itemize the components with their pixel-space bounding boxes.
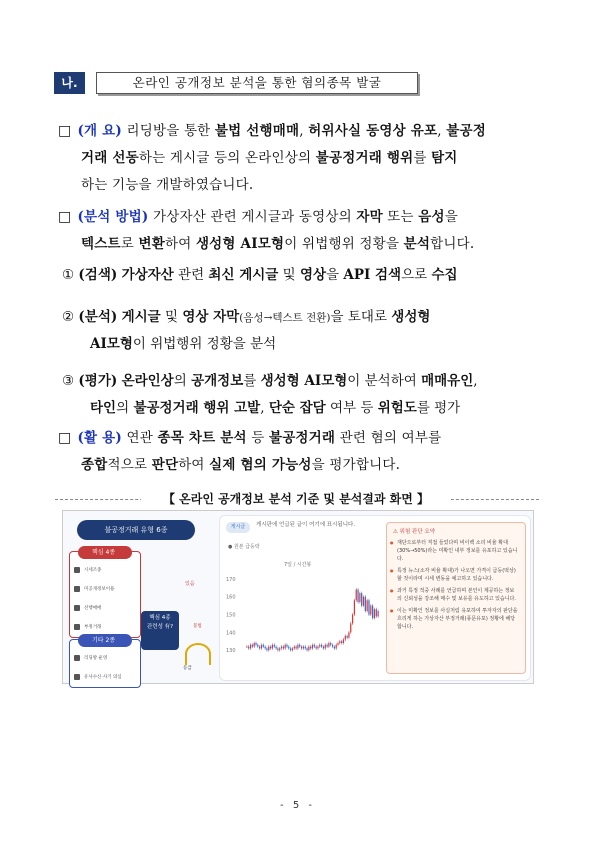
section-title: 온라인 공개정보 분석을 통한 혐의종목 발굴 — [96, 72, 418, 94]
candle-bar — [255, 643, 256, 645]
figure-caption — [55, 490, 539, 508]
text-bold: 생성형 — [391, 309, 431, 325]
candle-bar — [297, 645, 298, 649]
candle-bar — [343, 639, 344, 643]
candle-bar — [317, 647, 318, 649]
risk-item: ● 이는 미확인 정보를 사실처럼 유포하여 투자자의 판단을 흐리게 하는 가상자산 부정거래(풍문유포) 정황에 해당합니다. — [387, 607, 525, 635]
risk-item: ● 재단으로부터 직접 들었다며 비이백 소리 비율 확대(30%→50%)라는 미확인 내부 정보를 유포하고 있습니다. — [387, 539, 525, 567]
candle-bar — [250, 645, 251, 649]
text: 을 토대로 — [330, 309, 392, 325]
figure-screenshot — [62, 510, 534, 684]
text-bold: 허위사실 동영상 유포 — [308, 123, 438, 139]
candle-bar — [350, 623, 351, 632]
candle-bar — [265, 647, 266, 649]
text: 리딩방을 통한 — [122, 123, 215, 139]
candle-bar — [261, 645, 262, 649]
section-header — [54, 72, 418, 94]
candle-bar — [312, 645, 313, 649]
list-item: 시세조종 — [70, 561, 140, 580]
candle-bar — [295, 647, 296, 649]
candle-bar — [274, 645, 275, 647]
candle-bar — [294, 647, 295, 649]
tag-usage: (활 용) — [77, 430, 122, 446]
text: , — [437, 123, 447, 139]
candle-bar — [334, 647, 335, 649]
text-bold: 불공정 — [446, 123, 486, 139]
text-bold: 불공정거래 — [268, 430, 336, 446]
candle-bar — [377, 611, 378, 616]
text-bold: 불공정거래 행위 고발 — [133, 400, 261, 416]
bullet-square: □ — [58, 123, 72, 139]
candle-bar — [332, 645, 333, 647]
gauge-label: 등급 — [183, 666, 192, 671]
candle-bar — [363, 597, 364, 606]
candle-bar — [248, 647, 249, 649]
core-category-box — [69, 551, 141, 638]
text-bold: 매매유인 — [421, 373, 474, 389]
text: 여부 등 — [325, 400, 378, 416]
candle-bar — [301, 647, 302, 649]
candle-bar — [268, 647, 269, 651]
text: 로 — [120, 236, 139, 252]
text: 이 위법행위 정황을 — [284, 236, 404, 252]
candle-bar — [368, 600, 369, 614]
text: 가상자산 관련 게시글과 동영상의 — [148, 209, 357, 225]
caption-text: 【 온라인 공개정보 분석 기준 및 분석결과 화면 】 — [141, 490, 451, 508]
text: 및 — [160, 309, 183, 325]
text: , — [299, 123, 309, 139]
candle-bar — [254, 643, 255, 647]
text: 의 — [173, 373, 192, 389]
paragraph-usage — [58, 425, 441, 479]
text: 을 평가합니다. — [311, 457, 401, 473]
text: 를 평가 — [416, 400, 461, 416]
text: 를 — [413, 150, 432, 166]
list-item: 유사수신·사기 의심 — [70, 668, 140, 687]
candle-bar — [257, 645, 258, 647]
text: 합니다. — [430, 236, 475, 252]
other-category-box — [69, 639, 141, 688]
list-item: 선행매매 — [70, 599, 140, 618]
price-chart — [224, 556, 384, 676]
text: 를 — [243, 373, 261, 389]
section-badge: 나. — [54, 72, 85, 94]
candle-bar — [259, 647, 260, 649]
other-category-head: 기타 2종 — [78, 634, 132, 647]
text: 등 — [246, 430, 269, 446]
candle-bar — [299, 645, 300, 647]
circled-number: ③ — [62, 373, 75, 389]
candle-bar — [285, 645, 286, 649]
list-item: 부정거래 — [70, 618, 140, 637]
yes-label: 있음 — [185, 581, 195, 587]
text-bold: AI모형 — [90, 336, 133, 352]
risk-title: ⚠ 위험 판단 요약 — [393, 529, 436, 535]
sub-item-analysis — [62, 304, 430, 358]
candle-bar — [367, 600, 368, 611]
page-number: - 5 - — [280, 800, 315, 811]
candle-bar — [310, 647, 311, 649]
gauge-icon — [185, 643, 211, 665]
text: 또는 — [382, 209, 419, 225]
candle-bar — [292, 648, 293, 650]
text-bold: 생성형 AI모형 — [195, 236, 285, 252]
text-bold: 실제 혐의 가능성 — [209, 457, 312, 473]
text-bold: 수집 — [431, 267, 458, 283]
chart-title: 7일 / 시간봉 — [284, 562, 312, 568]
bullet-square: □ — [58, 209, 72, 225]
candle-bar — [372, 606, 373, 618]
question-line: 관련성 有? — [146, 624, 174, 630]
y-tick-label: 130 — [226, 648, 236, 655]
candle-bar — [272, 645, 273, 649]
bullet-square: □ — [58, 430, 72, 446]
candle-bar — [275, 647, 276, 649]
candle-bar — [308, 647, 309, 651]
text: 관련 혐의 여부를 — [335, 430, 442, 446]
candle-bar — [341, 641, 342, 643]
text: , — [260, 400, 269, 416]
candle-bar — [319, 645, 320, 647]
text: , — [473, 373, 478, 389]
risk-summary-box — [386, 522, 526, 674]
candle-bar — [337, 643, 338, 645]
tag-overview: (개 요) — [77, 123, 122, 139]
candle-bar — [325, 645, 326, 649]
text-bold: 공개정보 — [191, 373, 244, 389]
text-bold: 단순 잡담 — [268, 400, 326, 416]
text-bold: 생성형 AI모형 — [260, 373, 348, 389]
candle-bar — [279, 648, 280, 650]
violation-types-title: 불공정거래 유형 6종 — [77, 520, 195, 540]
notice-text: 게시판에 언급된 글이 여기에 표시됩니다. — [256, 522, 356, 528]
paragraph-overview — [58, 118, 486, 199]
list-item: 미공개정보이용 — [70, 580, 140, 599]
candle-bar — [348, 632, 349, 637]
text-bold: 판단 — [151, 457, 179, 473]
candle-bar — [252, 645, 253, 647]
text-bold: 텍스트 — [81, 236, 121, 252]
candle-bar — [263, 645, 264, 647]
candle-bar — [326, 645, 327, 647]
text-bold: 게시글 — [121, 309, 161, 325]
text-bold: 음성 — [418, 209, 445, 225]
text-bold: 위험도 — [377, 400, 417, 416]
core-category-head: 핵심 4종 — [78, 546, 132, 559]
candle-bar — [356, 590, 357, 601]
candle-bar — [246, 647, 247, 648]
candle-bar — [336, 645, 337, 649]
candle-bar — [314, 645, 315, 647]
text-bold: 최신 게시글 — [208, 267, 279, 283]
text: 을 — [444, 209, 459, 225]
candle-bar — [330, 643, 331, 645]
candle-bar — [352, 615, 353, 624]
candle-bar — [290, 648, 291, 650]
text: 하는 기능을 개발하였습니다. — [81, 177, 254, 193]
risk-item: ● 과거 특정 적중 사례를 언급하며 본인이 제공하는 정보의 신뢰성을 강조해 매수 및 보유를 유도하고 있습니다. — [387, 587, 525, 607]
candle-bar — [303, 647, 304, 649]
text: 및 — [278, 267, 300, 283]
text: 의 — [116, 400, 134, 416]
text: 연관 — [122, 430, 158, 446]
candle-bar — [323, 647, 324, 649]
candle-bar — [347, 636, 348, 638]
series-marks — [246, 588, 378, 652]
text-bold: 탐지 — [431, 150, 458, 166]
list-item: 리딩방 운영 — [70, 649, 140, 668]
risk-item: ● 특정 뉴스(소각 비율 확대)가 나오면 가격이 급등(떡상)할 것이라며 시세 변동을 예고하고 있습니다. — [387, 567, 525, 587]
text-bold: 타인 — [90, 400, 117, 416]
candle-bar — [365, 597, 366, 611]
text-bold: 변환 — [138, 236, 165, 252]
y-tick-label: 160 — [226, 594, 236, 601]
y-tick-label: 150 — [226, 612, 236, 619]
text-bold: 종목 차트 분석 — [157, 430, 247, 446]
text: 하여 — [178, 457, 210, 473]
y-tick-label: 140 — [226, 630, 236, 637]
violation-types-panel — [67, 515, 215, 679]
tag: (분석) — [78, 309, 118, 325]
text-bold: 자막 — [356, 209, 383, 225]
candle-bar — [370, 606, 371, 615]
y-tick-label: 170 — [226, 576, 236, 583]
analysis-result-panel — [219, 515, 531, 681]
sub-item-search — [62, 262, 458, 289]
candle-bar — [354, 600, 355, 614]
candle-bar — [361, 593, 362, 605]
candle-bar — [357, 590, 358, 602]
circled-number: ① — [62, 267, 75, 283]
y-axis — [226, 577, 236, 654]
paragraph-method — [58, 204, 474, 258]
text-small: (음성→텍스트 전환) — [239, 312, 331, 324]
text-bold: 불공정거래 행위 — [315, 150, 414, 166]
text: 하여 — [164, 236, 196, 252]
text-bold: 온라인상 — [121, 373, 174, 389]
post-pill: 게시글 — [226, 522, 250, 533]
candle-bar — [359, 593, 360, 602]
text-bold: API 검색 — [343, 267, 402, 283]
tag: (평가) — [78, 373, 118, 389]
illegal-label: 불법 — [193, 624, 202, 629]
candle-bar — [376, 609, 377, 616]
candle-bar — [316, 647, 317, 649]
text: 관련 — [173, 267, 209, 283]
candle-bar — [288, 647, 289, 649]
candle-bar — [374, 609, 375, 618]
candle-bar — [345, 636, 346, 640]
sub-item-evaluation — [62, 368, 478, 422]
text-bold: 가상자산 — [121, 267, 174, 283]
text: 이 분석하여 — [347, 373, 422, 389]
candle-bar — [286, 645, 287, 647]
candle-bar — [281, 647, 282, 649]
candle-bar — [283, 647, 284, 649]
candle-bar — [321, 645, 322, 647]
chart-legend: ● 원본 급등락 — [228, 544, 260, 550]
text-bold: 불법 선행매매 — [214, 123, 300, 139]
text: 하는 게시글 등의 온라인상의 — [138, 150, 316, 166]
text-bold: 영상 — [299, 267, 327, 283]
text: 으로 — [401, 267, 432, 283]
text: 이 위법행위 정황을 분석 — [132, 336, 277, 352]
text-bold: 영상 자막 — [182, 309, 240, 325]
candle-bar — [266, 648, 267, 650]
question-line: 핵심 4종 — [149, 615, 171, 621]
candle-bar — [305, 647, 306, 649]
text: 적으로 — [107, 457, 152, 473]
circled-number: ② — [62, 309, 75, 325]
candle-bar — [270, 647, 271, 649]
text-bold: 거래 선동 — [81, 150, 139, 166]
candle-bar — [339, 641, 340, 643]
tag: (검색) — [78, 267, 118, 283]
candle-bar — [306, 648, 307, 650]
text-bold: 분석 — [403, 236, 431, 252]
tag-method: (분석 방법) — [77, 209, 149, 225]
candle-bar — [328, 643, 329, 647]
text: 을 — [326, 267, 344, 283]
candle-bar — [277, 648, 278, 650]
text-bold: 종합 — [81, 457, 108, 473]
relevance-question-box — [141, 611, 179, 650]
